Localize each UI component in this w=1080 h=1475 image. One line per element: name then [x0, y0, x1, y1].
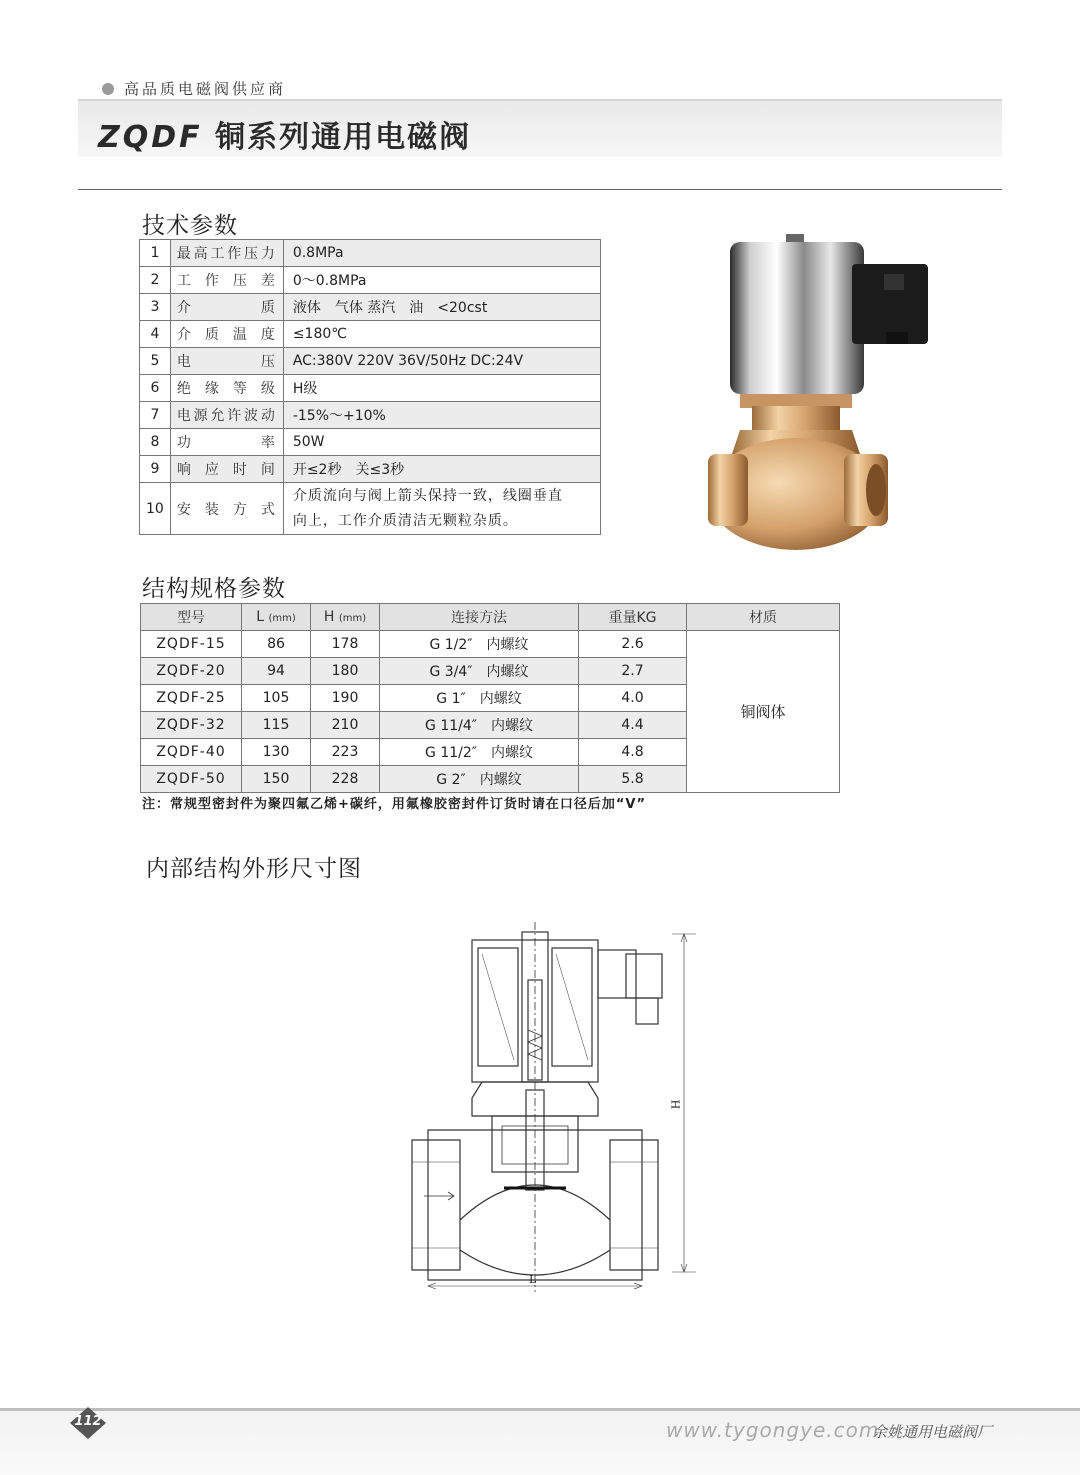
page-number: 112	[74, 1414, 102, 1429]
bullet-dot-icon	[102, 83, 114, 95]
param-value: 0～0.8MPa	[283, 267, 600, 294]
cell-h: 180	[311, 658, 380, 685]
cell-model: ZQDF-20	[141, 658, 242, 685]
table-row	[140, 294, 601, 321]
param-name: 电压	[170, 348, 283, 375]
cell-l: 130	[242, 739, 311, 766]
cell-h: 190	[311, 685, 380, 712]
param-value: 液体 气体 蒸汽 油 <20cst	[283, 294, 600, 321]
cell-weight: 5.8	[579, 766, 687, 793]
table-row	[140, 375, 601, 402]
drawing-heading: 内部结构外形尺寸图	[146, 856, 362, 882]
row-number: 3	[140, 294, 171, 321]
footnote: 注：常规型密封件为聚四氟乙烯+碳纤，用氟橡胶密封件订货时请在口径后加“V”	[142, 797, 647, 812]
param-name: 工作压差	[170, 267, 283, 294]
param-name: 响应时间	[170, 456, 283, 483]
tech-heading: 技术参数	[142, 213, 238, 239]
cell-connection: G 2″ 内螺纹	[380, 766, 579, 793]
table-row	[140, 321, 601, 348]
cell-weight: 4.8	[579, 739, 687, 766]
cell-model: ZQDF-32	[141, 712, 242, 739]
table-row	[140, 402, 601, 429]
param-value: -15%～+10%	[283, 402, 600, 429]
row-number: 6	[140, 375, 171, 402]
cell-h: 223	[311, 739, 380, 766]
param-value-line: 介质流向与阀上箭头保持一致，线圈垂直	[292, 487, 563, 504]
cell-connection: G 11/2″ 内螺纹	[380, 739, 579, 766]
valve-photo	[700, 228, 940, 554]
table-row	[140, 456, 601, 483]
param-value: AC:380V 220V 36V/50Hz DC:24V	[283, 348, 600, 375]
cell-h: 210	[311, 712, 380, 739]
cell-weight: 4.4	[579, 712, 687, 739]
footer-url[interactable]: www.tygongye.com	[666, 1418, 880, 1442]
row-number: 9	[140, 456, 171, 483]
table-row	[140, 483, 601, 535]
row-number: 7	[140, 402, 171, 429]
col-h-unit: (mm)	[338, 613, 367, 624]
footer-company: 余姚通用电磁阀厂	[872, 1423, 993, 1441]
param-name: 介质	[170, 294, 283, 321]
row-number: 8	[140, 429, 171, 456]
param-value-line: 向上，工作介质清洁无颗粒杂质。	[292, 512, 518, 529]
title-model: ZQDF	[98, 120, 203, 155]
param-value: 50W	[283, 429, 600, 456]
col-model: 型号	[141, 604, 242, 631]
param-name: 最高工作压力	[170, 240, 283, 267]
header-divider	[78, 189, 1002, 190]
table-row	[141, 631, 840, 658]
dimension-h-label: H	[669, 1099, 683, 1110]
cell-model: ZQDF-40	[141, 739, 242, 766]
col-l-label: L	[256, 609, 265, 625]
cell-weight: 2.7	[579, 658, 687, 685]
spec-table	[140, 603, 840, 793]
col-h-label: H	[323, 609, 335, 625]
col-l	[242, 604, 311, 631]
table-row	[140, 240, 601, 267]
cell-weight: 2.6	[579, 631, 687, 658]
param-value: ≤180℃	[283, 321, 600, 348]
col-weight: 重量KG	[579, 604, 687, 631]
row-number: 10	[140, 483, 171, 535]
cell-l: 150	[242, 766, 311, 793]
param-name: 功率	[170, 429, 283, 456]
row-number: 4	[140, 321, 171, 348]
param-value	[283, 483, 600, 535]
cell-connection: G 3/4″ 内螺纹	[380, 658, 579, 685]
col-l-unit: (mm)	[268, 613, 296, 624]
cell-material: 铜阀体	[687, 631, 840, 793]
cell-l: 105	[242, 685, 311, 712]
cell-weight: 4.0	[579, 685, 687, 712]
table-row	[140, 429, 601, 456]
cell-l: 94	[242, 658, 311, 685]
row-number: 2	[140, 267, 171, 294]
page-title	[98, 112, 471, 156]
tagline-text: 高品质电磁阀供应商	[124, 80, 287, 98]
cell-connection: G 1″ 内螺纹	[380, 685, 579, 712]
title-text: 铜系列通用电磁阀	[215, 120, 472, 155]
spec-heading: 结构规格参数	[142, 576, 286, 602]
table-row	[140, 267, 601, 294]
cross-section-drawing	[410, 920, 710, 1300]
row-number: 5	[140, 348, 171, 375]
col-connection: 连接方法	[380, 604, 579, 631]
cell-model: ZQDF-50	[141, 766, 242, 793]
cell-h: 228	[311, 766, 380, 793]
param-name: 安装方式	[170, 483, 283, 535]
col-material: 材质	[687, 604, 840, 631]
table-header-row	[141, 604, 840, 631]
cell-connection: G 11/4″ 内螺纹	[380, 712, 579, 739]
cell-l: 86	[242, 631, 311, 658]
cell-connection: G 1/2″ 内螺纹	[380, 631, 579, 658]
cell-h: 178	[311, 631, 380, 658]
param-name: 电源允许波动	[170, 402, 283, 429]
table-row	[140, 348, 601, 375]
param-value: 开≤2秒 关≤3秒	[283, 456, 600, 483]
row-number: 1	[140, 240, 171, 267]
cell-model: ZQDF-15	[141, 631, 242, 658]
param-value: H级	[283, 375, 600, 402]
tagline	[102, 78, 286, 99]
dimension-l-label: L	[529, 1273, 537, 1286]
param-value: 0.8MPa	[283, 240, 600, 267]
cell-l: 115	[242, 712, 311, 739]
cell-model: ZQDF-25	[141, 685, 242, 712]
param-name: 绝缘等级	[170, 375, 283, 402]
tech-table	[139, 239, 601, 535]
col-h	[311, 604, 380, 631]
param-name: 介质温度	[170, 321, 283, 348]
